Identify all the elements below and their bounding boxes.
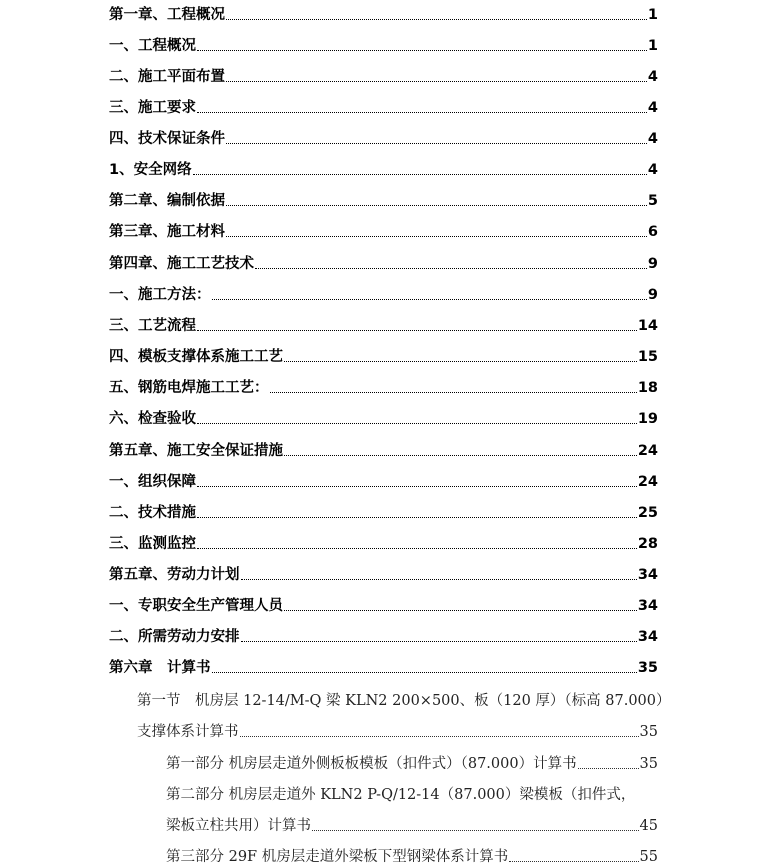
toc-part-title-line1[interactable]: 第二部分 机房层走道外 KLN2 P-Q/12-14（87.000）梁模板（扣件式，	[166, 787, 636, 803]
toc-leader-dots	[226, 205, 647, 206]
toc-leader-dots	[578, 768, 639, 769]
toc-leader-dots	[197, 112, 647, 113]
toc-entry[interactable]	[109, 594, 658, 615]
toc-entry-page: 34	[637, 567, 658, 583]
toc-entry[interactable]	[109, 252, 658, 273]
toc-entry-title: 一、组织保障	[109, 474, 196, 490]
toc-entry[interactable]	[109, 656, 658, 677]
toc-entry[interactable]	[109, 345, 658, 366]
toc-part-entry[interactable]	[166, 845, 658, 866]
toc-entry-title: 一、施工方法：	[109, 287, 211, 303]
toc-leader-dots	[240, 736, 639, 737]
toc-entry-page: 15	[637, 349, 658, 365]
toc-entry[interactable]	[109, 470, 658, 491]
toc-entry-title: 第四章、施工工艺技术	[109, 256, 254, 272]
toc-entry-page: 55	[639, 849, 658, 865]
toc-leader-dots	[270, 392, 637, 393]
toc-entry-page: 34	[637, 598, 658, 614]
toc-entry-title: 第六章 计算书	[109, 660, 211, 676]
toc-entry[interactable]	[109, 189, 658, 210]
toc-leader-dots	[241, 641, 637, 642]
toc-part-entry[interactable]	[166, 752, 658, 773]
toc-entry-page: 28	[637, 536, 658, 552]
toc-leader-dots	[197, 330, 637, 331]
toc-entry-title: 第二章、编制依据	[109, 193, 225, 209]
toc-entry-page: 4	[647, 162, 658, 178]
toc-entry[interactable]	[109, 96, 658, 117]
toc-leader-dots	[197, 517, 637, 518]
toc-part-entry[interactable]	[166, 814, 658, 835]
toc-entry-page: 9	[647, 287, 658, 303]
toc-entry-title: 二、所需劳动力安排	[109, 629, 240, 645]
toc-leader-dots	[197, 548, 637, 549]
toc-leader-dots	[226, 81, 647, 82]
toc-leader-dots	[197, 486, 637, 487]
toc-entry-page: 35	[639, 724, 658, 740]
toc-entry-title: 四、模板支撑体系施工工艺	[109, 349, 283, 365]
toc-entry-page: 1	[647, 7, 658, 23]
toc-entry[interactable]	[109, 158, 658, 179]
toc-entry-title: 1、安全网络	[109, 162, 192, 178]
toc-entry-title: 第三章、施工材料	[109, 224, 225, 240]
toc-entry-title: 第五章、施工安全保证措施	[109, 443, 283, 459]
toc-entry-page: 25	[637, 505, 658, 521]
toc-entry[interactable]	[109, 563, 658, 584]
toc-entry[interactable]	[109, 3, 658, 24]
toc-entry-page: 24	[637, 474, 658, 490]
toc-entry[interactable]	[109, 127, 658, 148]
toc-entry-page: 4	[647, 69, 658, 85]
toc-entry-page: 5	[647, 193, 658, 209]
toc-leader-dots	[284, 361, 637, 362]
toc-entry[interactable]	[109, 501, 658, 522]
toc-entry-title: 第五章、劳动力计划	[109, 567, 240, 583]
toc-entry-page: 35	[637, 660, 658, 676]
toc-entry-page: 4	[647, 100, 658, 116]
toc-entry-title: 四、技术保证条件	[109, 131, 225, 147]
toc-entry-title: 第一部分 机房层走道外侧板板模板（扣件式）（87.000）计算书	[166, 756, 577, 772]
toc-entry-page: 4	[647, 131, 658, 147]
toc-entry-page: 14	[637, 318, 658, 334]
toc-entry[interactable]	[109, 439, 658, 460]
toc-entry-page: 34	[637, 629, 658, 645]
toc-leader-dots	[226, 19, 647, 20]
toc-entry-page: 35	[639, 756, 658, 772]
toc-entry-page: 6	[647, 224, 658, 240]
toc-entry-page: 9	[647, 256, 658, 272]
toc-leader-dots	[312, 830, 639, 831]
toc-leader-dots	[193, 174, 647, 175]
toc-leader-dots	[226, 143, 647, 144]
toc-entry-title: 第三部分 29F 机房层走道外梁板下型钢梁体系计算书	[166, 849, 509, 865]
toc-entry-title: 三、施工要求	[109, 100, 196, 116]
toc-entry[interactable]	[109, 314, 658, 335]
toc-leader-dots	[284, 610, 637, 611]
toc-entry-title: 五、钢筋电焊施工工艺：	[109, 380, 269, 396]
toc-leader-dots	[197, 423, 637, 424]
toc-entry[interactable]	[109, 34, 658, 55]
toc-entry[interactable]	[109, 65, 658, 86]
toc-leader-dots	[241, 579, 637, 580]
toc-entry[interactable]	[109, 283, 658, 304]
toc-entry-title: 一、专职安全生产管理人员	[109, 598, 283, 614]
toc-leader-dots	[212, 672, 637, 673]
toc-entry-title: 三、工艺流程	[109, 318, 196, 334]
toc-entry[interactable]	[109, 625, 658, 646]
toc-entry-title: 梁板立柱共用）计算书	[166, 818, 311, 834]
toc-entry-title: 一、工程概况	[109, 38, 196, 54]
toc-entry-title: 三、监测监控	[109, 536, 196, 552]
toc-entry-title: 六、检查验收	[109, 411, 196, 427]
toc-entry-page: 24	[637, 443, 658, 459]
toc-entry-page: 19	[637, 411, 658, 427]
toc-entry-page: 45	[639, 818, 658, 834]
toc-entry-title: 第一章、工程概况	[109, 7, 225, 23]
toc-section-title-line1[interactable]: 第一节 机房层 12-14/M-Q 梁 KLN2 200×500、板（120 厚）（标高 87.000）	[137, 693, 671, 709]
toc-entry-title: 二、技术措施	[109, 505, 196, 521]
toc-leader-dots	[509, 861, 638, 862]
toc-entry-title: 支撑体系计算书	[137, 724, 239, 740]
toc-entry-page: 18	[637, 380, 658, 396]
toc-leader-dots	[212, 299, 647, 300]
toc-leader-dots	[197, 50, 647, 51]
toc-leader-dots	[284, 455, 637, 456]
toc-entry-page: 1	[647, 38, 658, 54]
toc-entry[interactable]	[109, 532, 658, 553]
toc-entry[interactable]	[109, 376, 658, 397]
toc-entry[interactable]	[109, 220, 658, 241]
toc-entry[interactable]	[109, 407, 658, 428]
toc-entry-title: 二、施工平面布置	[109, 69, 225, 85]
toc-leader-dots	[255, 268, 647, 269]
toc-leader-dots	[226, 236, 647, 237]
toc-section-entry[interactable]	[137, 720, 658, 741]
